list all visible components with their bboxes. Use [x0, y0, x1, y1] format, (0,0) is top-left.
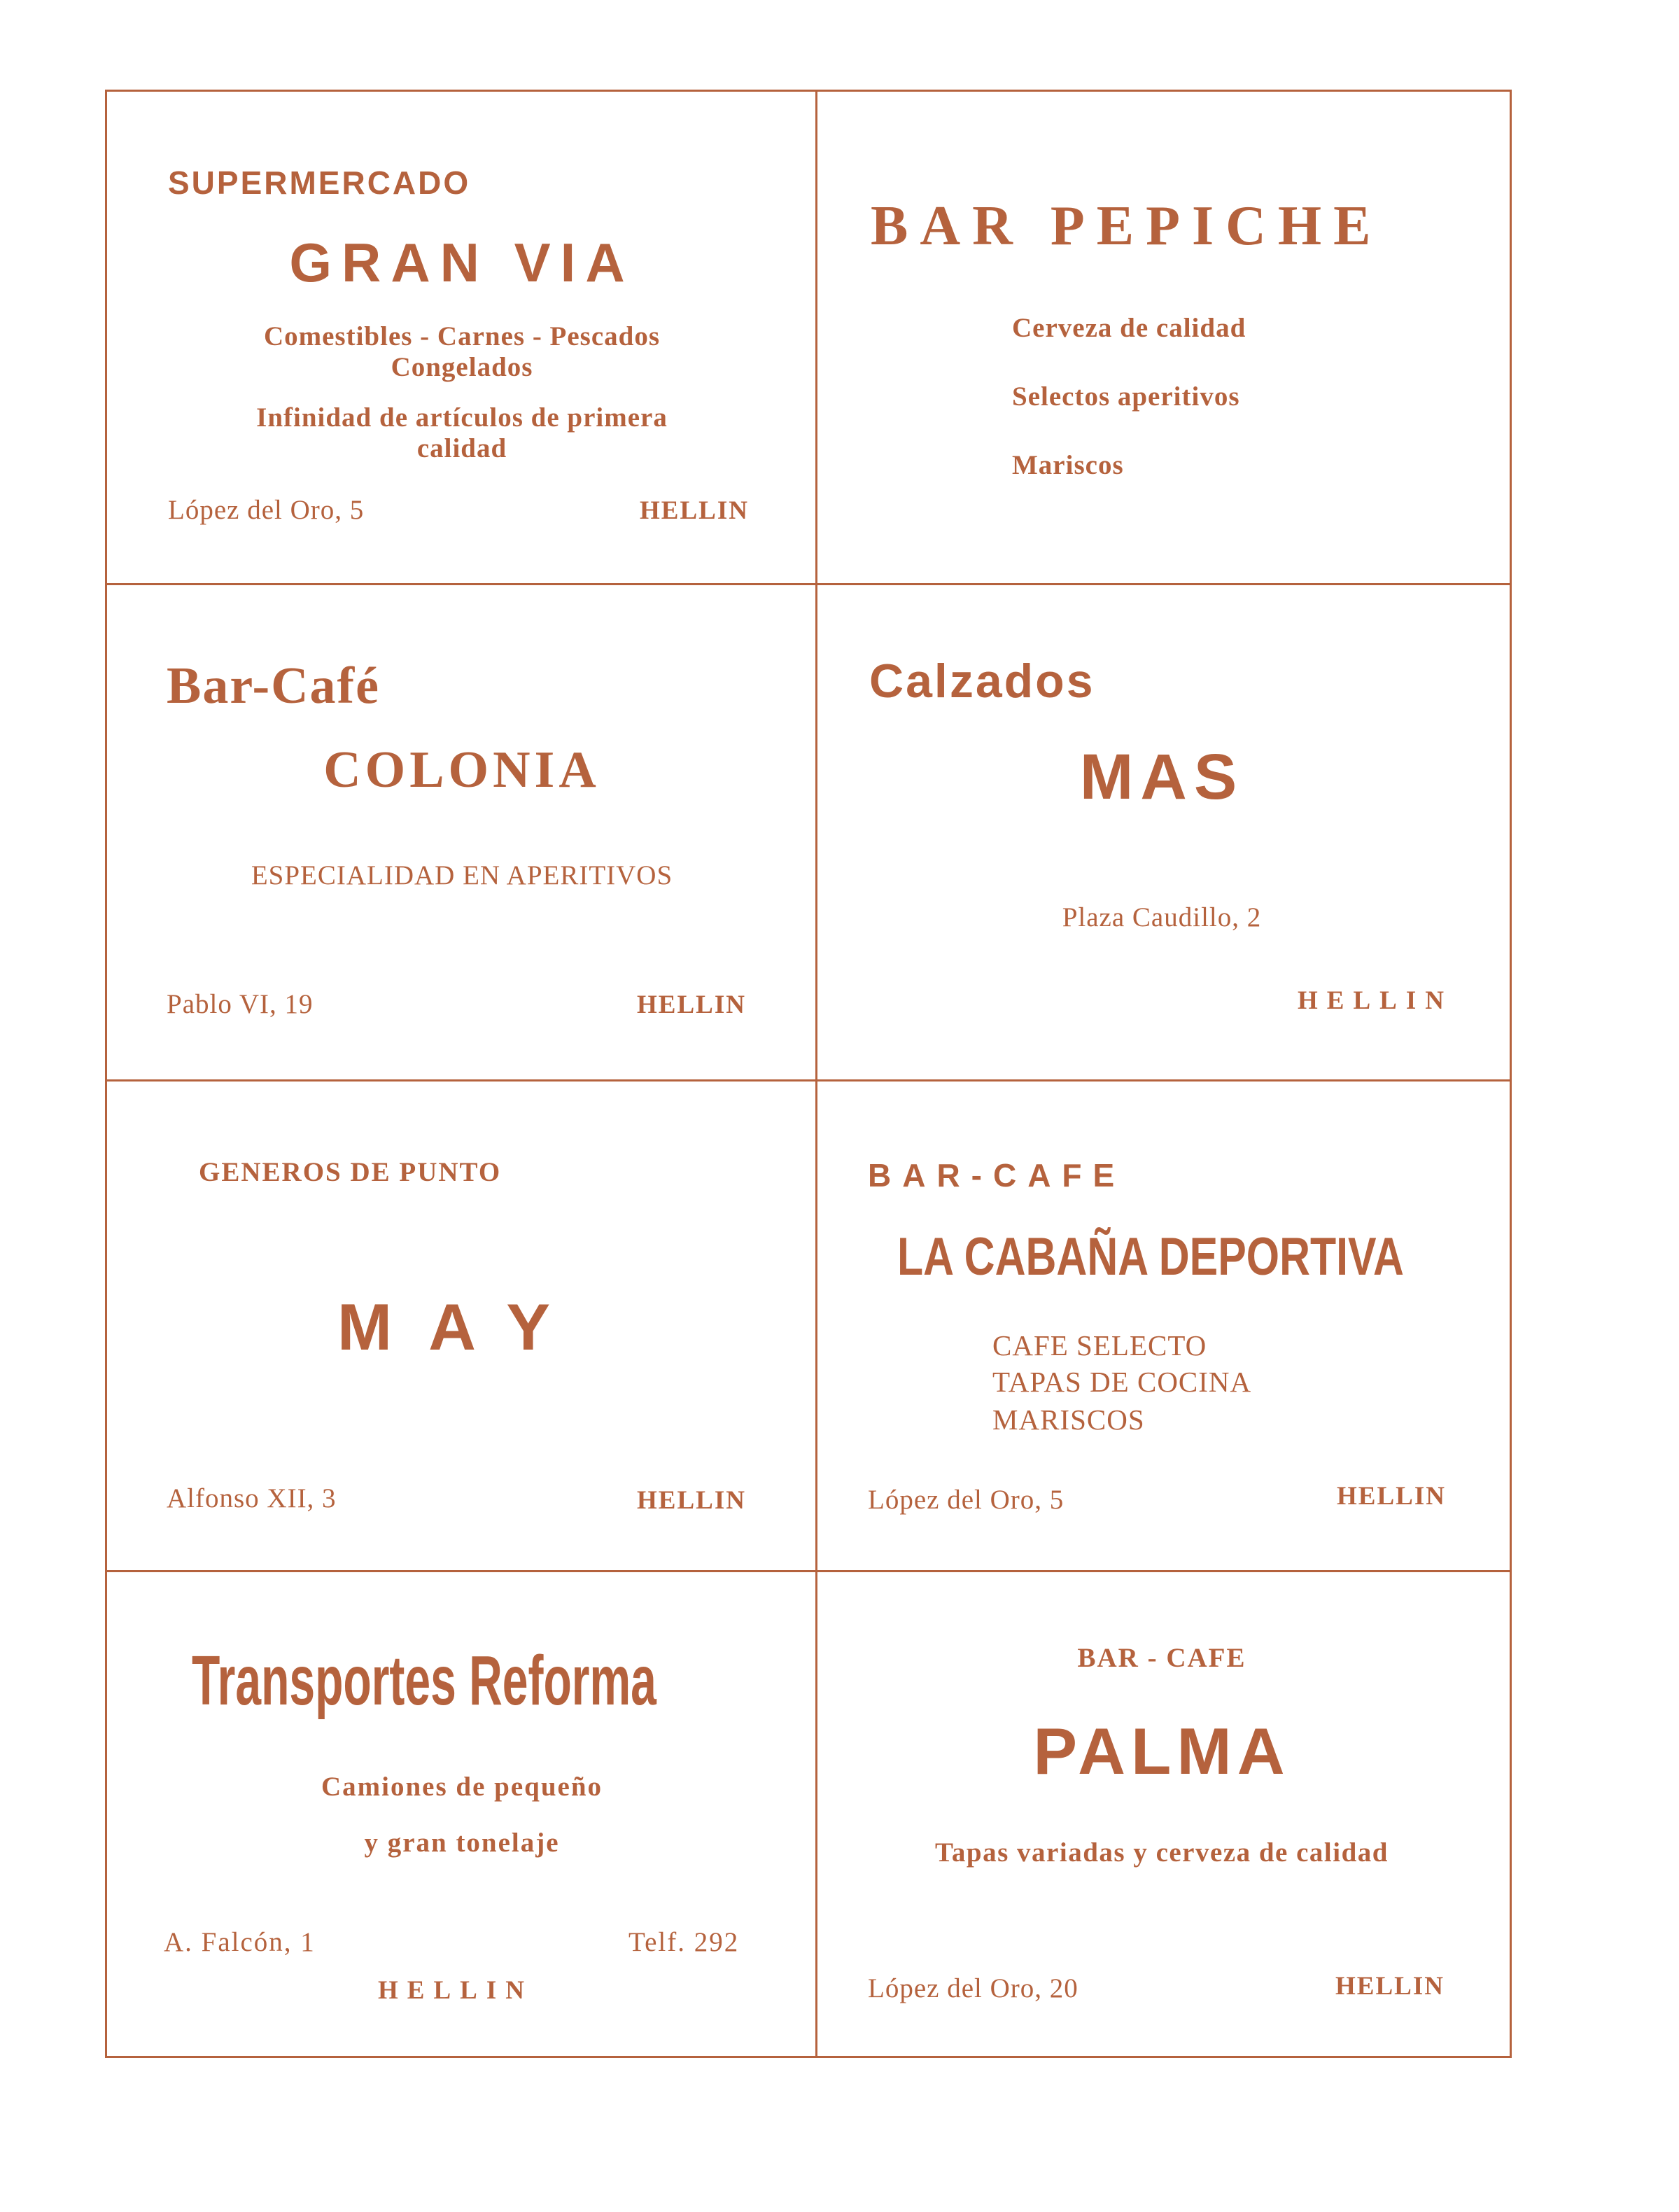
column-divider [815, 91, 817, 2057]
ad-line: Congelados [391, 352, 533, 382]
ad-address: López del Oro, 5 [868, 1485, 1065, 1515]
ad-city: HELLIN [1298, 986, 1453, 1015]
ad-phone: Telf. 292 [628, 1927, 740, 1957]
ad-address: Pablo VI, 19 [167, 989, 314, 1019]
ad-name: Transportes Reforma [192, 1642, 656, 1720]
ad-name: BAR PEPICHE [871, 195, 1383, 257]
ad-name: GRAN VIA [289, 232, 635, 293]
ad-address: López del Oro, 5 [168, 495, 365, 525]
ad-kicker: GENEROS DE PUNTO [199, 1157, 502, 1187]
ad-line: Mariscos [1012, 450, 1124, 480]
ad-line: Infinidad de artículos de primera [256, 402, 668, 433]
ad-name: COLONIA [323, 741, 600, 799]
ad-name: MAS [1079, 741, 1244, 813]
ad-line: MARISCOS [992, 1404, 1145, 1436]
ad-kicker: SUPERMERCADO [168, 164, 471, 201]
ad-name: PALMA [1033, 1714, 1291, 1788]
ad-address: Alfonso XII, 3 [167, 1483, 337, 1513]
ad-line: ESPECIALIDAD EN APERITIVOS [251, 860, 673, 890]
ad-city: HELLIN [1335, 1972, 1445, 2001]
ad-city: HELLIN [637, 990, 746, 1019]
ad-line: Camiones de pequeño [321, 1772, 603, 1802]
ad-kicker: Calzados [869, 654, 1095, 708]
ad-city: HELLIN [637, 1486, 746, 1515]
ad-address: A. Falcón, 1 [164, 1927, 316, 1957]
ad-city: HELLIN [640, 496, 749, 525]
ad-address: López del Oro, 20 [868, 1973, 1079, 2003]
ad-line: Selectos aperitivos [1012, 382, 1240, 412]
ad-line: y gran tonelaje [364, 1828, 560, 1858]
ad-name: LA CABAÑA DEPORTIVA [897, 1227, 1404, 1287]
row-divider-3 [106, 1570, 1510, 1572]
ad-line: Cerveza de calidad [1012, 313, 1246, 343]
ad-kicker: Bar-Café [167, 657, 381, 715]
ad-city: HELLIN [378, 1976, 533, 2005]
ad-line: Comestibles - Carnes - Pescados [263, 321, 661, 351]
ad-kicker: BAR - CAFE [1077, 1643, 1246, 1673]
row-divider-1 [106, 583, 1510, 585]
ad-address: Plaza Caudillo, 2 [1062, 902, 1262, 932]
ad-line: TAPAS DE COCINA [992, 1366, 1252, 1398]
ad-name: MAY [337, 1290, 587, 1364]
ad-line: CAFE SELECTO [992, 1329, 1207, 1362]
ad-line: calidad [416, 433, 507, 463]
ad-city: HELLIN [1337, 1482, 1446, 1511]
ad-line: Tapas variadas y cerveza de calidad [935, 1837, 1389, 1868]
ad-kicker: BAR-CAFE [868, 1157, 1126, 1194]
row-divider-2 [106, 1079, 1510, 1082]
